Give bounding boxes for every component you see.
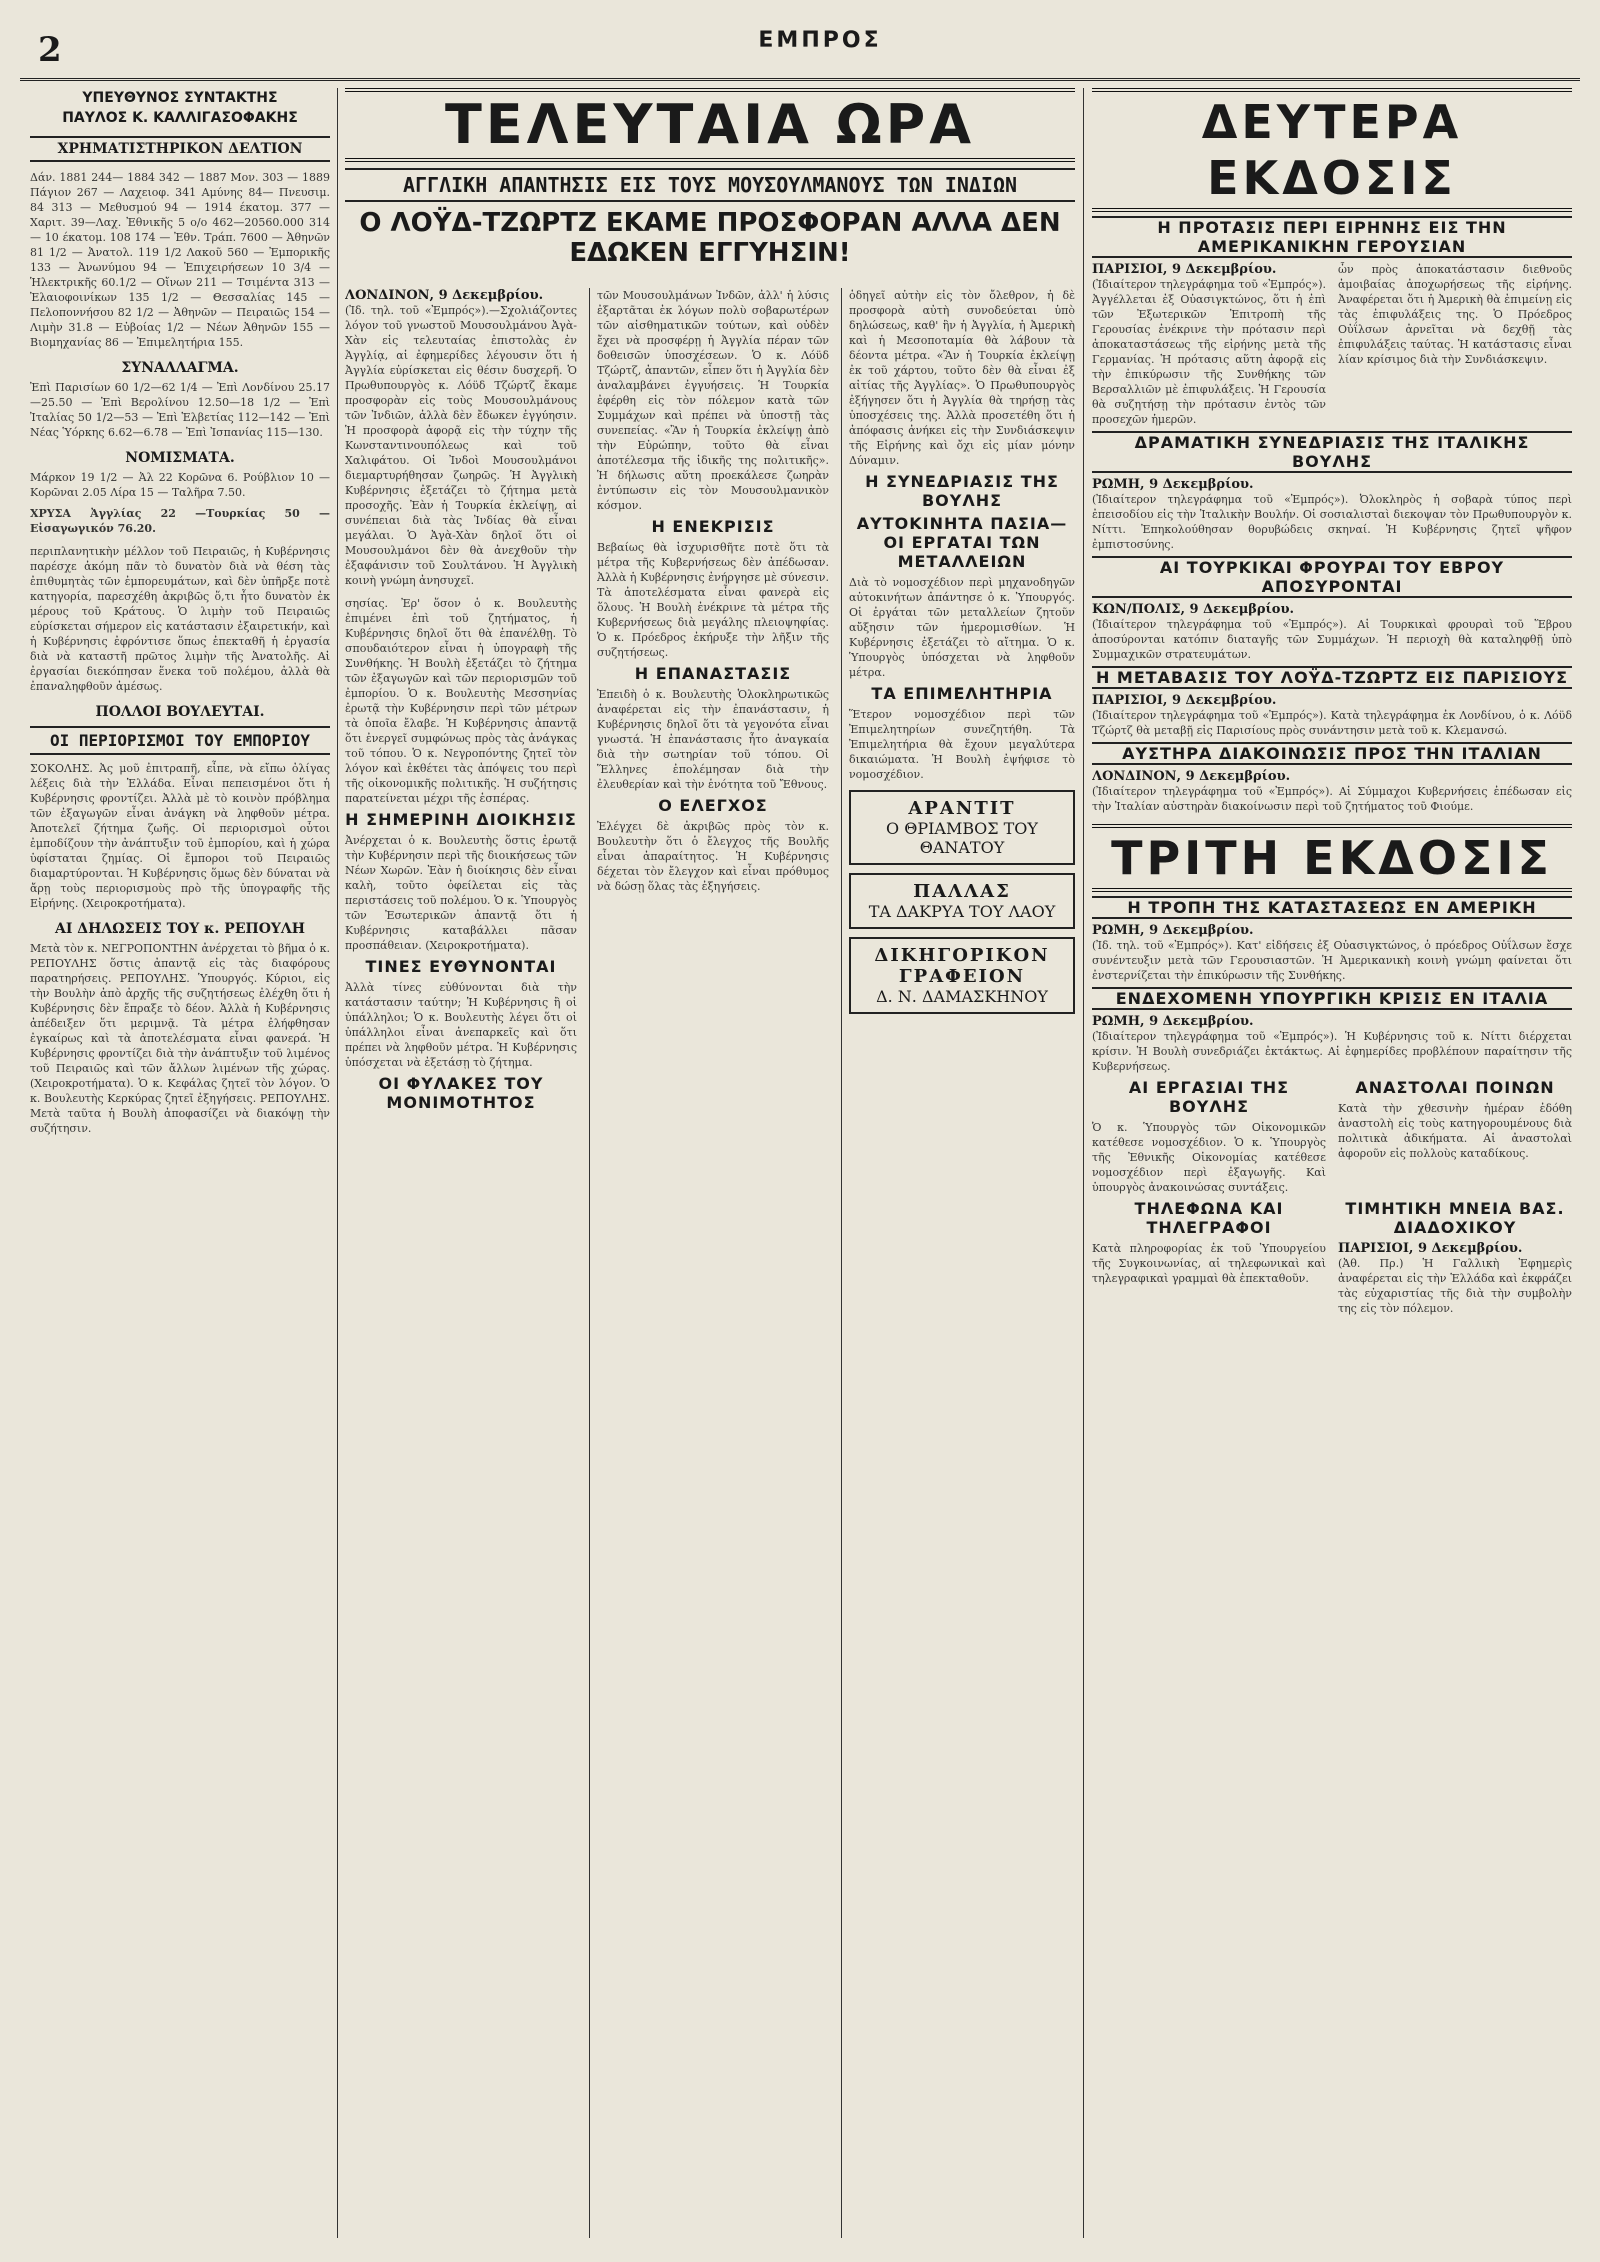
article-text: (Ἰδ. τηλ. τοῦ «Ἐμπρός»). Κατ' εἰδήσεις ἐξ Οὐασιγκτώνος, ὁ πρόεδρος Οὐΐλσων ἔσχε συνέντευξιν μετὰ τῶν Γερουσιαστῶν. Ἡ Ἀμερικανικὴ κοινὴ γνώμη φαίνεται ὅτι ἐνστερνίζεται τὴν ἐπικύρωσιν τῆς Συνθήκης. (1092, 939, 1572, 982)
subcolumn-b (597, 288, 829, 2238)
article-text: (Ἰδιαίτερον τηλεγράφημα τοῦ «Ἐμπρός»). Ἀγγέλλεται ἐξ Οὐασιγκτώνος, ὅτι ἡ ἐπὶ τῶν Ἐξωτερικῶν Ἐπιτροπὴ τῆς Γερουσίας ἐνέκρινε τὴν πρότασιν περὶ ἀποκαταστάσεως τῆς εἰρήνης μετὰ τῆς Γερμανίας. Ἡ πρότασις αὕτη ἀφορᾷ εἰς τὴν ἐπικύρωσιν τῆς Συνθήκης τῶν Βερσαλλιῶν μὲ ἐπιφυλάξεις. Ἡ Γερουσία θὰ συζητήσῃ τὴν πρότασιν ἐντὸς τῶν προσεχῶν ἡμερῶν. (1092, 278, 1326, 426)
article-text: σησίας. Ἐρ' ὅσον ὁ κ. Βουλευτὴς ἐπιμένει ἐπὶ τοῦ ζητήματος, ἡ Κυβέρνησις δηλοῖ ὅτι θὰ ἐπανέλθῃ. Τὸ σπουδαιότερον εἶναι ἡ ὑπογραφὴ τῆς Συνθήκης. Ἡ Βουλὴ ἐξετάζει τὸ ζήτημα τῶν ἐξαγωγῶν καὶ τῶν περιορισμῶν τοῦ ἐμπορίου. Ὁ κ. Βουλευτὴς Μεσσηνίας ἐρωτᾷ τὴν Κυβέρνησιν περὶ τῶν μέτρων τὰ ὁποῖα ἔλαβε. Ἡ Κυβέρνησις ἀπαντᾷ ὅτι ἐνεργεῖ συμφώνως πρὸς τὰς ἀνάγκας τοῦ τόπου. Ὁ κ. Νεγροπόντης ζητεῖ τὸν λόγον καὶ ἐκθέτει τὰς ἀπόψεις του περὶ τῆς οἰκονομικῆς πολιτικῆς. Ἡ συζήτησις παρατείνεται μέχρι τῆς ἑσπέρας. (345, 597, 577, 805)
cinema-ad (849, 873, 1075, 929)
article-text: ὧν πρὸς ἀποκατάστασιν διεθνοῦς ἀμοιβαίας ἀποχωρήσεως τῆς εἰρήνης. Ἀναφέρεται ὅτι ἡ Ἀμερικὴ θὰ ἐπιμείνῃ εἰς τὰς ἐπιφυλάξεις της. Ὁ Πρόεδρος Οὐΐλσων ἀρνεῖται νὰ δεχθῇ τὰς ἐπιφυλάξεις ταύτας. Ἡ κατάστασις εἶναι λίαν κρίσιμος διὰ τὴν Συνδιάσκεψιν. (1338, 263, 1572, 366)
article-text: Ἀλλὰ τίνες εὐθύνονται διὰ τὴν κατάστασιν ταύτην; Ἡ Κυβέρνησις ἢ οἱ ὑπάλληλοι; Ὁ κ. Βουλευτὴς λέγει ὅτι οἱ ὑπάλληλοι εἶναι ἀνεπαρκεῖς καὶ ὅτι πρέπει νὰ ληφθοῦν μέτρα. Ἡ Κυβέρνησις ὑπόσχεται νὰ ἐξετάσῃ τὸ ζήτημα. (345, 981, 577, 1069)
section-heading: Η ΣΥΝΕΔΡΙΑΣΙΣ ΤΗΣ ΒΟΥΛΗΣ (865, 472, 1059, 510)
section-heading: ΟΙ ΠΕΡΙΟΡΙΣΜΟΙ ΤΟΥ ΕΜΠΟΡΙΟΥ (30, 726, 330, 755)
section-heading: ΠΟΛΛΟΙ ΒΟΥΛΕΥΤΑΙ. (95, 704, 265, 720)
section-heading: ΑΝΑΣΤΟΛΑΙ ΠΟΙΝΩΝ (1355, 1078, 1555, 1097)
section-heading: Η ΜΕΤΑΒΑΣΙΣ ΤΟΥ ΛΟΫΔ-ΤΖΩΡΤΖ ΕΙΣ ΠΑΡΙΣΙΟΥΣ (1092, 666, 1572, 689)
ad-text: ΤΑ ΔΑΚΡΥΑ ΤΟΥ ΛΑΟΥ (868, 902, 1056, 921)
gold-text: ΧΡΥΣΑ Ἀγγλίας 22 —Τουρκίας 50 — Εἰσαγωγικόν 76.20. (30, 507, 330, 535)
article-text: (Ἰδιαίτερον τηλεγράφημα τοῦ «Ἐμπρός»). Αἱ Σύμμαχοι Κυβερνήσεις ἐπέδωσαν εἰς τὴν Ἰταλίαν αὐστηρὰν διακοίνωσιν περὶ τοῦ ζητήματος τοῦ Φιούμε. (1092, 785, 1572, 813)
exchange-heading: ΣΥΝΑΛΛΑΓΜΑ. (121, 360, 239, 376)
section-heading: ΤΙΝΕΣ ΕΥΘΥΝΟΝΤΑΙ (365, 957, 557, 976)
dateline: ΛΟΝΔΙΝΟΝ, 9 Δεκεμβρίου. (1092, 769, 1291, 784)
article-text: Κατὰ τὴν χθεσινὴν ἡμέραν ἐδόθη ἀναστολὴ εἰς τοὺς κατηγορουμένους διὰ πολιτικὰ ἀδικήματα. Αἱ ἀναστολαὶ ἀφοροῦν εἰς πολλοὺς καταδίκους. (1338, 1102, 1572, 1160)
article-text: (Ἰδιαίτερον τηλεγράφημα τοῦ «Ἐμπρός»). Ἡ Κυβέρνησις τοῦ κ. Νίττι διέρχεται κρίσιν. Ἡ Βουλὴ συνεδριάζει ἐκτάκτως. Αἱ ἐφημερίδες προβλέπουν παραίτησιν τῆς Κυβερνήσεως. (1092, 1030, 1572, 1073)
section-heading: ΤΗΛΕΦΩΝΑ ΚΑΙ ΤΗΛΕΓΡΑΦΟΙ (1134, 1199, 1284, 1237)
section-heading: Η ΣΗΜΕΡΙΝΗ ΔΙΟΙΚΗΣΙΣ (345, 810, 577, 829)
article-text: Ἐλέγχει δὲ ἀκριβῶς πρὸς τὸν κ. Βουλευτὴν ὅτι ὁ ἔλεγχος τῆς Βουλῆς εἶναι ἀπαραίτητος. Ἡ Κυβέρνησις δέχεται τὸν ἔλεγχον καὶ εἶναι πρόθυμος νὰ δώσῃ ὅλας τὰς ἐξηγήσεις. (597, 820, 829, 893)
ad-title: ΔΙΚΗΓΟΡΙΚΟΝ ΓΡΑΦΕΙΟΝ (874, 945, 1050, 987)
column-rule (589, 288, 590, 2238)
article-text: ὁδηγεῖ αὐτὴν εἰς τὸν ὄλεθρον, ἡ δὲ προσφορὰ αὐτὴ συνοδεύεται ὑπὸ δηλώσεως, καθ' ἣν ἡ Ἀγγλία, ἡ Ἀμερικὴ καὶ ἡ Μεσοποταμία θὰ λάβουν τὰ δέοντα μέτρα. «Ἂν ἡ Τουρκία ἐκλείψῃ ἐκ τοῦ χάρτου, τοῦτο δὲν θὰ εἶναι ἐξ αἰτίας τῆς Ἀγγλίας». Ὁ Πρωθυπουργὸς ἐξήγησεν ὅτι ἡ Ἀγγλία θὰ τηρήσῃ τὰς ὑποσχέσεις της. Ἀλλὰ προσετέθη ὅτι ἡ ἀπόφασις ἀνήκει εἰς τὴν Συνδιάσκεψιν τῆς Εἰρήνης καὶ ὄχι εἰς μίαν μόνην Δύναμιν. (849, 289, 1075, 467)
coins-text: Μάρκον 19 1/2 — Ἀλ 22 Κορῶνα 6. Ρούβλιον 10 — Κορῶναι 2.05 Λίρα 15 — Ταλῆρα 7.50. (30, 471, 330, 499)
main-subcolumns (345, 288, 1075, 2238)
section-heading: ΤΙΜΗΤΙΚΗ ΜΝΕΙΑ ΒΑΣ. ΔΙΑΔΟΧΙΚΟΥ (1345, 1199, 1565, 1237)
subcolumn-a (345, 288, 577, 2238)
section-heading: Η ΕΠΑΝΑΣΤΑΣΙΣ (634, 664, 792, 683)
section-heading: Ο ΕΛΕΓΧΟΣ (658, 796, 768, 815)
main-subheading: ΑΓΓΛΙΚΗ ΑΠΑΝΤΗΣΙΣ ΕΙΣ ΤΟΥΣ ΜΟΥΣΟΥΛΜΑΝΟΥΣ ΤΩΝ ΙΝΔΙΩΝ (345, 168, 1075, 202)
article-text: περιπλανητικὴν μέλλον τοῦ Πειραιῶς, ἡ Κυβέρνησις παρέσχε ἀκόμη πᾶν τὸ δυνατὸν διὰ νὰ θέση τὰς ἐπιθυμητὰς τῶν ἐμπορευμάτων, καὶ δὲν ὑπῆρξε ποτὲ κατηγορία, παρεσχέθη ἀκριβῶς ὅ,τι ἦτο δυνατὸν ἐκ μέρους τοῦ Κράτους. Ὁ λιμὴν τοῦ Πειραιῶς εὑρίσκεται σήμερον εἰς κατάστασιν ἐξαιρετικήν, καὶ ἡ Κυβέρνησις ἐφρόντισε ὅπως ἐπεκταθῆ ἡ ἐργασία διὰ νὰ καταστῆ πρῶτος λιμὴν τῆς Ἀνατολῆς. Αἱ ἐργασίαι διεκόπησαν ἕνεκα τοῦ πολέμου, ἀλλὰ θὰ ἐπαναληφθοῦν ἀμέσως. (30, 545, 330, 693)
section-heading: Η ΠΡΟΤΑΣΙΣ ΠΕΡΙ ΕΙΡΗΝΗΣ ΕΙΣ ΤΗΝ ΑΜΕΡΙΚΑΝΙΚΗΝ ΓΕΡΟΥΣΙΑΝ (1092, 216, 1572, 258)
dateline: ΡΩΜΗ, 9 Δεκεμβρίου. (1092, 1014, 1254, 1029)
ad-text: Ο ΘΡΙΑΜΒΟΣ ΤΟΥ ΘΑΝΑΤΟΥ (886, 819, 1038, 857)
subcolumn-c (849, 288, 1075, 2238)
dateline: ΠΑΡΙΣΙΟΙ, 9 Δεκεμβρίου. (1092, 262, 1277, 277)
ad-title: ΠΑΛΛΑΣ (913, 881, 1011, 902)
third-edition-banner: ΤΡΙΤΗ ΕΚΔΟΣΙΣ (1092, 824, 1572, 892)
cinema-ad (849, 790, 1075, 865)
exchange-text: Ἐπὶ Παρισίων 60 1/2—62 1/4 — Ἐπὶ Λονδίνου 25.17—25.50 — Ἐπὶ Βερολίνου 12.50—18 1/2 — Ἐπὶ Ἰταλίας 50 1/2—53 — Ἐπὶ Ἑλβετίας 112—142 — Ἐπὶ Νέας Ὑόρκης 6.62—6.78 — Ἐπὶ Ἰσπανίας 115—130. (30, 381, 330, 439)
section-heading: ΔΡΑΜΑΤΙΚΗ ΣΥΝΕΔΡΙΑΣΙΣ ΤΗΣ ΙΤΑΛΙΚΗΣ ΒΟΥΛΗΣ (1092, 431, 1572, 473)
ad-title: ΑΡΑΝΤΙΤ (908, 798, 1016, 819)
article-text: ΣΟΚΟΛΗΣ. Ἀς μοῦ ἐπιτραπῆ, εἶπε, νὰ εἴπω ὀλίγας λέξεις διὰ τὴν Ἑλλάδα. Εἶναι πεπεισμένοι ὅτι ἡ Κυβέρνησις φροντίζει. Ἀλλὰ μὲ τὸ κοινὸν πρόβλημα τῶν ἐξαγωγῶν εἶναι ἀνάγκη νὰ ληφθοῦν μέτρα. Ἀποτελεῖ ζήτημα ζωῆς. Οἱ περιορισμοὶ οὗτοι ἐμποδίζουν τὴν ἀνάπτυξιν τοῦ ἐμπορίου, καὶ ἡ χώρα ὑφίσταται ζημίας. Οἱ ἔμποροι τοῦ Πειραιῶς διαμαρτύρονται. Ἡ Κυβέρνησις ὅμως δὲν δύναται νὰ ἄρῃ τοὺς περιορισμοὺς πρὸ τῆς ὑπογραφῆς τῆς Εἰρήνης. (Χειροκροτήματα). (30, 762, 330, 910)
section-heading: ΕΝΔΕΧΟΜΕΝΗ ΥΠΟΥΡΓΙΚΗ ΚΡΙΣΙΣ ΕΝ ΙΤΑΛΙΑ (1092, 987, 1572, 1010)
article-text: Ὁ κ. Ὑπουργὸς τῶν Οἰκονομικῶν κατέθεσε νομοσχέδιον. Ὁ κ. Ὑπουργὸς τῆς Ἐθνικῆς Οἰκονομίας κατέθεσε νομοσχέδιον περὶ ἐξαγωγῆς. Καὶ ὑπουργὸς ἀνακοινώσας συντάξεις. (1092, 1121, 1326, 1194)
article-text: Κατὰ πληροφορίας ἐκ τοῦ Ὑπουργείου τῆς Συγκοινωνίας, αἱ τηλεφωνικαὶ καὶ τηλεγραφικαὶ γραμμαὶ θὰ ἐπεκταθοῦν. (1092, 1242, 1326, 1285)
section-heading: ΟΙ ΦΥΛΑΚΕΣ ΤΟΥ ΜΟΝΙΜΟΤΗΤΟΣ (378, 1074, 544, 1112)
article-text: τῶν Μουσουλμάνων Ἰνδῶν, ἀλλ' ἡ λύσις ἐξαρτᾶται ἐκ λόγων πολὺ σοβαρωτέρων τῶν αἰσθηματικῶν τούτων, καὶ οὐδὲν ἔχει νὰ προσφέρῃ ἡ Ἀγγλία πέραν τῶν δοθεισῶν ὑποσχέσεων. Ὁ κ. Λόϋδ Τζώρτζ, ἀπαντῶν, εἶπεν ὅτι ἡ Ἀγγλία δὲν ἀναλαμβάνει ἐγγυήσεις. Ἡ Τουρκία ἐφέρθη εἰς τὸν πόλεμον κατὰ τῶν Συμμάχων καὶ πρέπει νὰ ὑποστῇ τὰς συνεπείας. «Ἂν ἡ Τουρκία ἐκλείψῃ ἀπὸ τὴν Εὐρώπην, τοῦτο θὰ εἶναι ἀποτέλεσμα τῆς ἰδικῆς της πολιτικῆς». Ἡ δήλωσις αὕτη προεκάλεσε ζωηρὰν ἐντύπωσιν εἰς τὸν Μουσουλμανικὸν κόσμον. (597, 289, 829, 512)
right-twocol (1092, 262, 1572, 427)
section-heading: ΑΥΣΤΗΡΑ ΔΙΑΚΟΙΝΩΣΙΣ ΠΡΟΣ ΤΗΝ ΙΤΑΛΙΑΝ (1092, 742, 1572, 765)
article-text: (Ἰδ. τηλ. τοῦ «Ἐμπρός»).—Σχολιάζοντες λόγον τοῦ γνωστοῦ Μουσουλμάνου Ἀγὰ-Χὰν εἰς τελευταίας ἐπιστολὰς ἐν Ἀγγλίᾳ, αἱ ἐφημερίδες λέγουσιν ὅτι ἡ Ἀγγλία εὑρίσκεται εἰς θέσιν δυσχερῆ. Ὁ Πρωθυπουργὸς κ. Λόϋδ Τζώρτζ ἔκαμε προσφορὰν εἰς τοὺς Μουσουλμάνους τῶν Ἰνδιῶν, ἀλλὰ δὲν ἔδωκεν ἐγγύησιν. Ἡ προσφορὰ ἀφορᾷ εἰς τὴν τύχην τῆς Κωνσταντινουπόλεως καὶ τοῦ Χαλιφάτου. Οἱ Ἰνδοὶ Μουσουλμάνοι διεμαρτυρήθησαν ζωηρῶς. Ἡ Ἀγγλικὴ Κυβέρνησις ἐξετάζει τὸ ζήτημα μετὰ προσοχῆς. Ἐὰν ἡ Τουρκία ἐκλείψῃ, αἱ συνέπειαι διὰ τὰς Ἰνδίας θὰ εἶναι μεγάλαι. Ὁ Ἀγὰ-Χὰν δηλοῖ ὅτι οἱ Μουσουλμάνοι δὲν θὰ ἀνεχθοῦν τὴν ἐξαφάνισιν τοῦ Σουλτάνου. Ἡ Ἀγγλικὴ κοινὴ γνώμη ἀνησυχεῖ. (345, 304, 577, 587)
dateline: ΠΑΡΙΣΙΟΙ, 9 Δεκεμβρίου. (1092, 693, 1277, 708)
editor-name: ΠΑΥΛΟΣ Κ. ΚΑΛΛΙΓΑΣΟΦΑΚΗΣ (62, 110, 298, 126)
editor-label: ΥΠΕΥΘΥΝΟΣ ΣΥΝΤΑΚΤΗΣ (82, 90, 278, 106)
article-text: Διὰ τὸ νομοσχέδιον περὶ μηχανοδηγῶν αὐτοκινήτων ἀπάντησε ὁ κ. Ὑπουργός. Οἱ ἐργάται τῶν μεταλλείων ζητοῦν αὔξησιν τῶν ἡμερομισθίων. Ἡ Κυβέρνησις ἐξετάζει τὸ αἴτημα. Ὁ κ. Ὑπουργὸς ὑπόσχεται νὰ ληφθοῦν μέτρα. (849, 576, 1075, 679)
dateline: ΠΑΡΙΣΙΟΙ, 9 Δεκεμβρίου. (1338, 1241, 1523, 1256)
section-heading: ΑΙ ΤΟΥΡΚΙΚΑΙ ΦΡΟΥΡΑΙ ΤΟΥ ΕΒΡΟΥ ΑΠΟΣΥΡΟΝΤΑΙ (1092, 556, 1572, 598)
article-text: Ἀνέρχεται ὁ κ. Βουλευτὴς ὅστις ἐρωτᾷ τὴν Κυβέρνησιν περὶ τῆς διοικήσεως τῶν Νέων Χωρῶν. Ἐὰν ἡ διοίκησις δὲν εἶναι καλὴ, τοῦτο ὀφείλεται εἰς τὰς περιστάσεις τοῦ πολέμου. Ὁ κ. Ὑπουργὸς τῶν Ἐσωτερικῶν ἀπαντᾷ ὅτι ἡ Κυβέρνησις καταβάλλει πᾶσαν προσπάθειαν. (Χειροκροτήματα). (345, 834, 577, 952)
market-heading: ΧΡΗΜΑΤΙΣΤΗΡΙΚΟΝ ΔΕΛΤΙΟΝ (30, 136, 330, 162)
article-text: Ἕτερον νομοσχέδιον περὶ τῶν Ἐπιμελητηρίων συνεζητήθη. Τὰ Ἐπιμελητήρια θὰ ἔχουν μεγαλύτερα δικαιώματα. Ἡ Βουλὴ ἐψήφισε τὸ νομοσχέδιον. (849, 708, 1075, 781)
masthead-bar (20, 22, 1580, 81)
section-heading: ΑΥΤΟΚΙΝΗΤΑ ΠΑΣΙΑ—ΟΙ ΕΡΓΑΤΑΙ ΤΩΝ ΜΕΤΑΛΛΕΙΩΝ (856, 514, 1068, 571)
main-headline: Ο ΛΟΫΔ-ΤΖΩΡΤΖ ΕΚΑΜΕ ΠΡΟΣΦΟΡΑΝ ΑΛΛΑ ΔΕΝ ΕΔΩΚΕΝ ΕΓΓΥΗΣΙΝ! (359, 208, 1061, 268)
column-rule (1083, 88, 1084, 2238)
market-text: Δάν. 1881 244— 1884 342 — 1887 Μον. 303 — 1889 Πάγιον 267 — Λαχειοφ. 341 Αμύνης 84— Πνευσιμ. 84 313 — Μεθυσμού 94 — 1914 έκατομ. 377 — Χαριτ. 39—Λαχ. Ἐθνικῆς 5 ο/ο 462—20560.000 314 — 10 έκατομ. 108 174 — Ἐθν. Τράπ. 7600 — Ἀθηνῶν 81 1/2 — Ἀνατολ. 119 1/2 Λακοῦ 560 — Ἐμπορικῆς 133 — Ἀνωνύμου 94 — Ἐπιχειρήσεων 10 3/4 — Ἡλεκτρικῆς 60.1/2 — Οἴνων 211 — Τσιμέντα 313 — Ἐλαιοφοινίκων 135 1/2 — Θεσσαλίας 145 — Πελοποννήσου 82 1/2 — Ἀθηνῶν — Πειραιῶς 154 — Λιμὴν 31.8 — Εὐβοίας 1/2 — Νέων Ἀθηνῶν 155 — Βιομηχανίας 86 — Ἐπιμελητήρια 155. (30, 171, 330, 349)
column-1 (30, 88, 330, 2238)
main-banner: ΤΕΛΕΥΤΑΙΑ ΩΡΑ (345, 88, 1075, 162)
section-heading: Η ΕΝΕΚΡΙΣΙΣ (651, 517, 775, 536)
article-text: Βεβαίως θὰ ἰσχυρισθῆτε ποτὲ ὅτι τὰ μέτρα τῆς Κυβερνήσεως δὲν ἀπέδωσαν. Ἀλλὰ ἡ Κυβέρνησις ἐνήργησε μὲ σύνεσιν. Τὰ ἀποτελέσματα εἶναι φανερὰ εἰς ὅλους. Ἡ Βουλὴ ἐνέκρινε τὰ μέτρα τῆς Κυβερνήσεως διὰ μεγάλης πλειοψηφίας. Ὁ κ. Πρόεδρος ἐκήρυξε τὴν λῆξιν τῆς συζητήσεως. (597, 541, 829, 659)
right-twocol (1092, 1074, 1572, 1195)
page-number: 2 (38, 30, 62, 70)
dateline: ΡΩΜΗ, 9 Δεκεμβρίου. (1092, 923, 1254, 938)
newspaper-title: ΕΜΠΡΟΣ (758, 28, 882, 53)
main-section (345, 88, 1075, 2238)
dateline: ΚΩΝ/ΠΟΛΙΣ, 9 Δεκεμβρίου. (1092, 602, 1295, 617)
ad-text: Δ. Ν. ΔΑΜΑΣΚΗΝΟΥ (876, 987, 1048, 1006)
section-heading: ΤΑ ΕΠΙΜΕΛΗΤΗΡΙΑ (871, 684, 1053, 703)
article-text: (Ἰδιαίτερον τηλεγράφημα τοῦ «Ἐμπρός»). Ὀλοκληρὸς ἡ σοβαρὰ τύπος περὶ ἐπεισοδίου εἰς τὴν Ἰταλικὴν Βουλήν. Οἱ σοσιαλισταὶ διεκοψαν τὸν Πρωθυπουργὸν κ. Νίττι. Ἐπηκολούθησαν θορυβώδεις σκηναί. Ἡ Κυβέρνησις ζητεῖ ψῆφον ἐμπιστοσύνης. (1092, 493, 1572, 551)
section-heading: Η ΤΡΟΠΗ ΤΗΣ ΚΑΤΑΣΤΑΣΕΩΣ ΕΝ ΑΜΕΡΙΚΗ (1092, 896, 1572, 919)
second-edition-banner: ΔΕΥΤΕΡΑ ΕΚΔΟΣΙΣ (1092, 88, 1572, 212)
article-text: (Ἰδιαίτερον τηλεγράφημα τοῦ «Ἐμπρός»). Αἱ Τουρκικαὶ φρουραὶ τοῦ Ἕβρου ἀποσύρονται κατόπιν διαταγῆς τῶν Συμμάχων. Ἡ περιοχὴ θὰ καταληφθῇ ὑπὸ Συμμαχικῶν στρατευμάτων. (1092, 618, 1572, 661)
law-office-ad (849, 937, 1075, 1014)
right-section (1092, 88, 1572, 2238)
article-text: Ἐπειδὴ ὁ κ. Βουλευτὴς Ὁλοκληρωτικῶς ἀναφέρεται εἰς τὴν ἐπανάστασιν, ἡ Κυβέρνησις δηλοῖ ὅτι τὰ γεγονότα εἶναι γνωστά. Ἡ ἐπανάστασις ἦτο ἀναγκαία διὰ τὴν σωτηρίαν τοῦ τόπου. Οἱ Ἕλληνες ἐπολέμησαν διὰ τὴν ἐλευθερίαν καὶ τὴν ἑνότητα τοῦ Ἔθνους. (597, 688, 829, 791)
section-heading: ΑΙ ΕΡΓΑΣΙΑΙ ΤΗΣ ΒΟΥΛΗΣ (1128, 1078, 1290, 1116)
dateline: ΡΩΜΗ, 9 Δεκεμβρίου. (1092, 477, 1254, 492)
article-text: Μετὰ τὸν κ. ΝΕΓΡΟΠΟΝΤΗΝ ἀνέρχεται τὸ βῆμα ὁ κ. ΡΕΠΟΥΛΗΣ ὅστις ἀπαντᾷ εἰς τὰς διαφόρους παρατηρήσεις. ΡΕΠΟΥΛΗΣ. Ὑπουργός. Κύριοι, εἰς τὴν Βουλὴν ἀπὸ ἀρχῆς τῆς συζητήσεως ἐλέχθη ὅτι ἡ Κυβέρνησις δὲν ἔπραξε τὸ δέον. Ἀλλὰ ἡ Κυβέρνησις ἀπέδειξεν ὅτι μεριμνᾷ. Τὰ μέτρα ἐλήφθησαν ἐγκαίρως καὶ τὰ ἀποτελέσματα εἶναι φανερά. Ἡ Κυβέρνησις φροντίζει διὰ τὴν ἀνάπτυξιν τοῦ λιμένος τοῦ Πειραιῶς καὶ τῶν ἄλλων λιμένων τῆς χώρας. (Χειροκροτήματα). Ὁ κ. Κεφάλας ζητεῖ τὸν λόγον. Ὁ κ. Βουλευτὴς Κερκύρας ζητεῖ ἐξηγήσεις. ΡΕΠΟΥΛΗΣ. Μετὰ ταῦτα ἡ Βουλὴ ἀποφασίζει νὰ διακόψῃ τὴν συζήτησιν. (30, 942, 330, 1135)
right-twocol (1092, 1195, 1572, 1316)
column-rule (841, 288, 842, 2238)
article-text: (Ἰδιαίτερον τηλεγράφημα τοῦ «Ἐμπρός»). Κατὰ τηλεγράφημα ἐκ Λονδίνου, ὁ κ. Λόϋδ Τζώρτζ θὰ μεταβῇ εἰς Παρισίους πρὸς συνάντησιν μετὰ τοῦ κ. Κλεμανσώ. (1092, 709, 1572, 737)
article-text: (Ἀθ. Πρ.) Ἡ Γαλλικὴ Ἐφημερὶς ἀναφέρεται εἰς τὴν Ἑλλάδα καὶ ἐκφράζει τὰς εὐχαριστίας τῆς διὰ τὴν συμβολὴν της εἰς τὸν πόλεμον. (1338, 1257, 1572, 1315)
dateline: ΛΟΝΔΙΝΟΝ, 9 Δεκεμβρίου. (345, 288, 544, 303)
column-rule (337, 88, 338, 2238)
section-heading: ΑΙ ΔΗΛΩΣΕΙΣ ΤΟΥ κ. ΡΕΠΟΥΛΗ (54, 921, 305, 937)
coins-heading: ΝΟΜΙΣΜΑΤΑ. (125, 450, 235, 466)
